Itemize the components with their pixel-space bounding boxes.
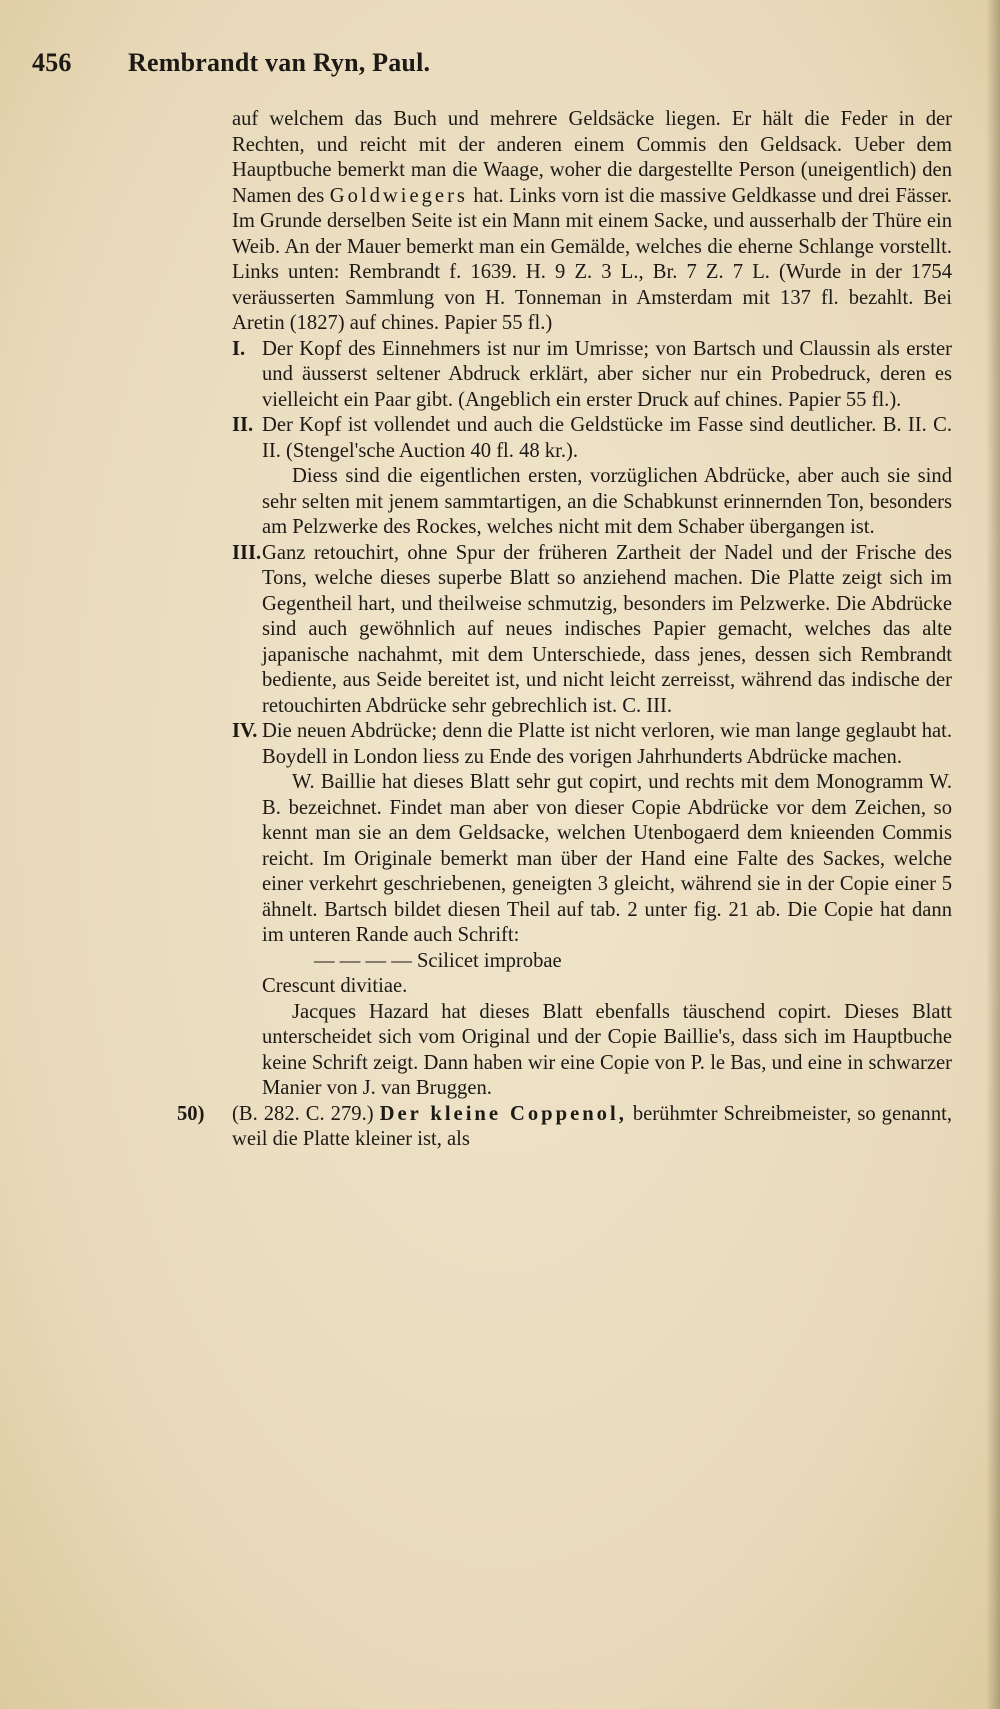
- state-number: II.: [232, 414, 254, 436]
- entry-text: berühmter Schreibmeister, so genannt, weil die Platte kleiner ist, als: [232, 1102, 953, 1150]
- state-4-note: W. Baillie hat dieses Blatt sehr gut copirt, und rechts mit dem Monogramm W. B. bezeichnet. Findet man aber von dieser Copie Abdrücke vor dem Zeichen, so kennt man sie an dem Geldsacke, welchen Utenbogaerd dem knieenden Commis reicht. Im Originale bemerkt man über der Hand eine Falte des Sackes, welche einer verkehrt geschriebenen, geneigten 3 gleicht, während sie in der Copie einer 5 ähnelt. Bartsch bildet diesen Theil auf tab. 2 unter fig. 21 ab. Die Copie hat dann im unteren Rande auch Schrift:: [262, 771, 952, 946]
- state-number: III.: [232, 541, 262, 564]
- state-text: Der Kopf des Einnehmers ist nur im Umrisse; von Bartsch und Claussin als erster und äusserst seltener Abdruck erklärt, aber sicher nur ein Probedruck, deren es vielleicht ein Paar gibt. (Angeblich ein erster Druck auf chines. Papier 55 fl.).: [262, 337, 952, 411]
- page-body: [177, 107, 953, 1153]
- state-number: IV.: [232, 720, 258, 742]
- state-text: Ganz retouchirt, ohne Spur der früheren Zartheit der Nadel und der Frische des Tons, welche dieses superbe Blatt so anziehend machen. Die Platte zeigt sich im Gegentheil hart, und theilweise schmutzig, besonders im Pelzwerke. Die Abdrücke sind auch gewöhnlich auf neues indisches Papier gemacht, welches das alte japanische nachahmt, mit dem Unterschiede, dass jenes, dessen sich Rembrandt bediente, aus Seide bereitet ist, und nicht leicht zerreisst, während das indische der retouchirten Abdrücke sehr gebrechlich ist. C. III.: [262, 541, 952, 717]
- page-number: 456: [32, 48, 72, 77]
- spaced-term: Goldwiegers: [329, 184, 468, 207]
- page-edge-shadow: [986, 0, 1000, 1709]
- state-3: [232, 541, 952, 720]
- entry-number: 50): [177, 1102, 205, 1125]
- running-title: Rembrandt van Ryn, Paul.: [128, 48, 431, 77]
- intro-text: auf welchem das Buch und mehrere Geldsäcke liegen. Er hält die Feder in der Rechten, und reicht mit der anderen einem Commis den Geldsack. Ueber dem Hauptbuche bemerkt man die Waage, woher die dargestellte Person (uneigentlich) den Namen des: [232, 108, 952, 207]
- verse-line-1: — — — — Scilicet improbae: [314, 949, 562, 972]
- entry-reference: (B. 282. C. 279.): [232, 1102, 374, 1125]
- entry-title: Der kleine Coppenol,: [379, 1102, 627, 1125]
- state-number: I.: [232, 337, 246, 360]
- state-1: [232, 337, 952, 414]
- state-2: [232, 413, 952, 464]
- hazard-note: Jacques Hazard hat dieses Blatt ebenfalls täuschend copirt. Dieses Blatt unterscheidet sich vom Original und der Copie Baillie's, dass sich im Hauptbuche keine Schrift zeigt. Dann haben wir eine Copie von P. le Bas, und eine in schwarzer Manier von J. van Bruggen.: [262, 1000, 952, 1099]
- state-text: Der Kopf ist vollendet und auch die Geldstücke im Fasse sind deutlicher. B. II. C. II. (Stengel'sche Auction 40 fl. 48 kr.).: [262, 414, 952, 462]
- page-header: [32, 48, 732, 78]
- state-2-note: Diess sind die eigentlichen ersten, vorzüglichen Abdrücke, aber auch sie sind sehr selten mit jenem sammtartigen, an die Schabkunst erinnernden Ton, besonders am Pelzwerke des Rockes, welches nicht mit dem Schaber übergangen ist.: [262, 465, 952, 538]
- verse-line-2: Crescunt divitiae.: [262, 975, 408, 997]
- intro-text-rest: hat. Links vorn ist die massive Geldkasse und drei Fässer. Im Grunde derselben Seite ist ein Mann mit einem Sacke, und ausserhalb der Thüre ein Weib. An der Mauer bemerkt man ein Gemälde, welches die eherne Schlange vorstellt. Links unten: Rembrandt f. 1639. H. 9 Z. 3 L., Br. 7 Z. 7 L. (Wurde in der 1754 veräusserten Sammlung von H. Tonneman in Amsterdam mit 137 fl. bezahlt. Bei Aretin (1827) auf chines. Papier 55 fl.): [232, 184, 952, 334]
- entry-50: [177, 1102, 953, 1153]
- state-4: [232, 719, 952, 770]
- state-text: Die neuen Abdrücke; denn die Platte ist nicht verloren, wie man lange geglaubt hat. Boydell in London liess zu Ende des vorigen Jahrhunderts Abdrücke machen.: [262, 720, 952, 768]
- intro-paragraph: [232, 107, 952, 337]
